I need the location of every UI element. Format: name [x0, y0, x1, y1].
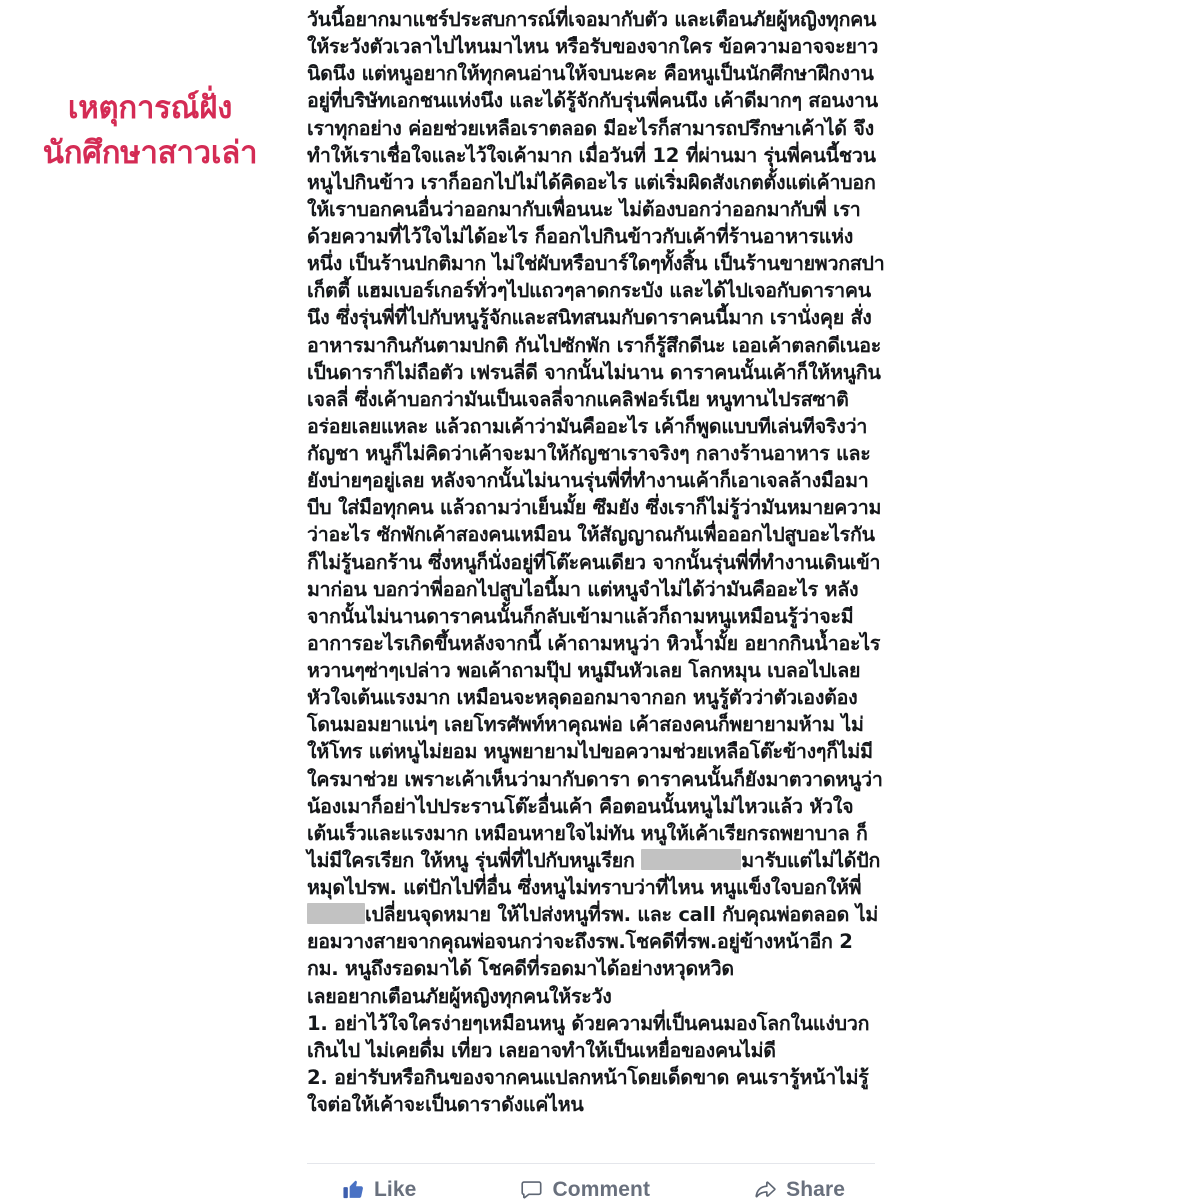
redacted-name-1: [641, 849, 741, 870]
share-label: Share: [786, 1177, 845, 1201]
like-label: Like: [374, 1177, 417, 1201]
headline-line-1: เหตุการณ์ฝั่ง: [67, 90, 233, 126]
comment-button[interactable]: [520, 1177, 651, 1201]
headline-line-2: นักศึกษาสาวเล่า: [42, 134, 258, 171]
post-paragraph-4: เลยอยากเตือนภัยผู้หญิงทุกคนให้ระวัง: [307, 984, 612, 1008]
post-paragraph-1: วันนี้อยากมาแชร์ประสบการณ์ที่เจอมากับตัว และเตือนภัยผู้หญิงทุกคนให้ระวังตัวเวลาไปไหนมาไหน หรือรับของจากใคร ข้อความอาจจะยาวนิดนึง แต่หนูอยากให้ทุกคนอ่านให้จบนะคะ คือหนูเป็นนักศึกษาฝึกงานอยู่ที่บริษัทเอกชนแห่งนึง และได้รู้จักกับรุ่นพี่คนนึง เค้าดีมากๆ สอนงานเราทุกอย่าง ค่อยช่วยเหลือเราตลอด มีอะไรก็สามารถปรึกษาเค้าได้ จึงทำให้เราเชื่อใจและไว้ใจเค้ามาก เมื่อวันที่ 12 ที่ผ่านมา รุ่นพี่คนนี้ชวนหนูไปกินข้าว เราก็ออกไปไม่ได้คิดอะไร แต่เริ่มผิดสังเกตตั้งแต่เค้าบอกให้เราบอกคนอื่นว่าออกมากับเพื่อนนะ ไม่ต้องบอกว่าออกมากับพี่ เราด้วยความที่ไว้ใจไม่ได้อะไร ก็ออกไปกินข้าวกับเค้าที่ร้านอาหารแห่งหนึ่ง เป็นร้านปกติมาก ไม่ใช่ผับหรือบาร์ใดๆทั้งสิ้น เป็นร้านขายพวกสปาเก็ตตี้ แฮมเบอร์เกอร์ทั่วๆไปแถวๆลาดกระบัง และได้ไปเจอกับดาราคนนึง ซึ่งรุ่นพี่ที่ไปกับหนูรู้จักและสนิทสนมกับดาราคนนี้มาก เรานั่งคุย สั่งอาหารมากินกันตามปกติ กันไปซักพัก เราก็รู้สึกดีนะ เออเค้าตลกดีเนอะ เป็นดาราก็ไม่ถือตัว เฟรนลี่ดี จากนั้นไม่นาน ดาราคนนั้นเค้าก็ให้หนูกินเจลลี่ ซึ่งเค้าบอกว่ามันเป็นเจลลี่จากแคลิฟอร์เนีย หนูทานไปรสซาติอร่อยเลยแหละ แล้วถามเค้าว่ามันคืออะไร เค้าก็พูดแบบทีเล่นทีจริงว่า กัญชา หนูก็ไม่คิดว่าเค้าจะมาให้กัญชาเราจริงๆ กลางร้านอาหาร และยังบ่ายๆอยู่เลย หลังจากนั้นไม่นานรุ่นพี่ที่ทำงานเค้าก็เอาเจลล้างมือมาบีบ ใส่มือทุกคน แล้วถามว่าเย็นมั้ย ซึมยัง ซึ่งเราก็ไม่รู้ว่ามันหมายความว่าอะไร ซักพักเค้าสองคนเหมือน ให้สัญญาณกันเพื่อออกไปสูบอะไรกันก็ไม่รู้นอกร้าน ซึ่งหนูก็นั่งอยู่ที่โต๊ะคนเดียว จากนั้นรุ่นพี่ที่ทำงานเดินเข้ามาก่อน บอกว่าพี่ออกไปสูบไอนี้มา แต่หนูจำไม่ได้ว่ามันคืออะไร หลังจากนั้นไม่นานดาราคนนั้นก็กลับเข้ามาแล้วก็ถามหนูเหมือนรู้ว่าจะมีอาการอะไรเกิดขึ้นหลังจากนี้ เค้าถามหนูว่า หิวน้ำมั้ย อยากกินน้ำอะไรหวานๆซ่าๆเปล่าว พอเค้าถามปุ๊ป หนูมึนหัวเลย โลกหมุน เบลอไปเลย หัวใจเต้นแรงมาก เหมือนจะหลุดออกมาจากอก หนูรู้ตัวว่าตัวเองต้องโดนมอมยาแน่ๆ เลยโทรศัพท์หาคุณพ่อ เค้าสองคนก็พยายามห้าม ไม่ให้โทร แต่หนูไม่ยอม หนูพยายามไปขอความช่วยเหลือโต๊ะข้างๆก็ไม่มีใครมาช่วย เพราะเค้าเห็นว่ามากับดารา ดาราคนนั้นก็ยังมาตวาดหนูว่าน้องเมาก็อย่าไปประรานโต๊ะอื่นเค้า คือตอนนั้นหนูไม่ไหวแล้ว หัวใจเต้นเร็วและแรงมาก เหมือนหายใจไม่ทัน หนูให้เค้าเรียกรถพยาบาล ก็ไม่มีใครเรียก ให้หนู รุ่นพี่ที่ไปกับหนูเรียก: [307, 8, 885, 872]
post-body: [307, 6, 885, 1118]
share-arrow-icon: [753, 1177, 777, 1201]
thumbs-up-icon: [341, 1177, 365, 1201]
post-paragraph-5: 1. อย่าไว้ใจใครง่ายๆเหมือนหนู ด้วยความที่เป็นคนมองโลกในแง่บวกเกินไป ไม่เคยดื่ม เที่ยว เลยอาจทำให้เป็นเหยื่อของคนไม่ดี: [307, 1011, 870, 1062]
post-column: [307, 6, 885, 1118]
share-button[interactable]: [753, 1177, 845, 1201]
comment-label: Comment: [552, 1177, 651, 1201]
post-paragraph-2: มารับแต่ไม่ได้ปักหมุดไปรพ. แต่ปักไปที่อื่น ซึ่งหนูไม่ทราบว่าที่ไหน หนูแข็งใจบอกให้พี่: [307, 848, 881, 899]
speech-bubble-icon: [520, 1177, 544, 1201]
redacted-name-2: [307, 903, 365, 924]
post-paragraph-3: เปลี่ยนจุดหมาย ให้ไปส่งหนูที่รพ. และ call กับคุณพ่อตลอด ไม่ยอมวางสายจากคุณพ่อจนกว่าจะถึงรพ.โชคดีที่รพ.อยู่ข้างหน้าอีก 2 กม. หนูถึงรอดมาได้ โชคดีที่รอดมาได้อย่างหวุดหวิด: [307, 903, 878, 981]
post-paragraph-6: 2. อย่ารับหรือกินของจากคนแปลกหน้าโดยเด็ดขาด คนเรารู้หน้าไม่รู้ใจต่อให้เค้าจะเป็นดาราดังแค่ไหน: [307, 1065, 869, 1116]
like-button[interactable]: [341, 1177, 416, 1201]
action-bar-divider: [307, 1163, 875, 1164]
headline: [0, 88, 300, 174]
